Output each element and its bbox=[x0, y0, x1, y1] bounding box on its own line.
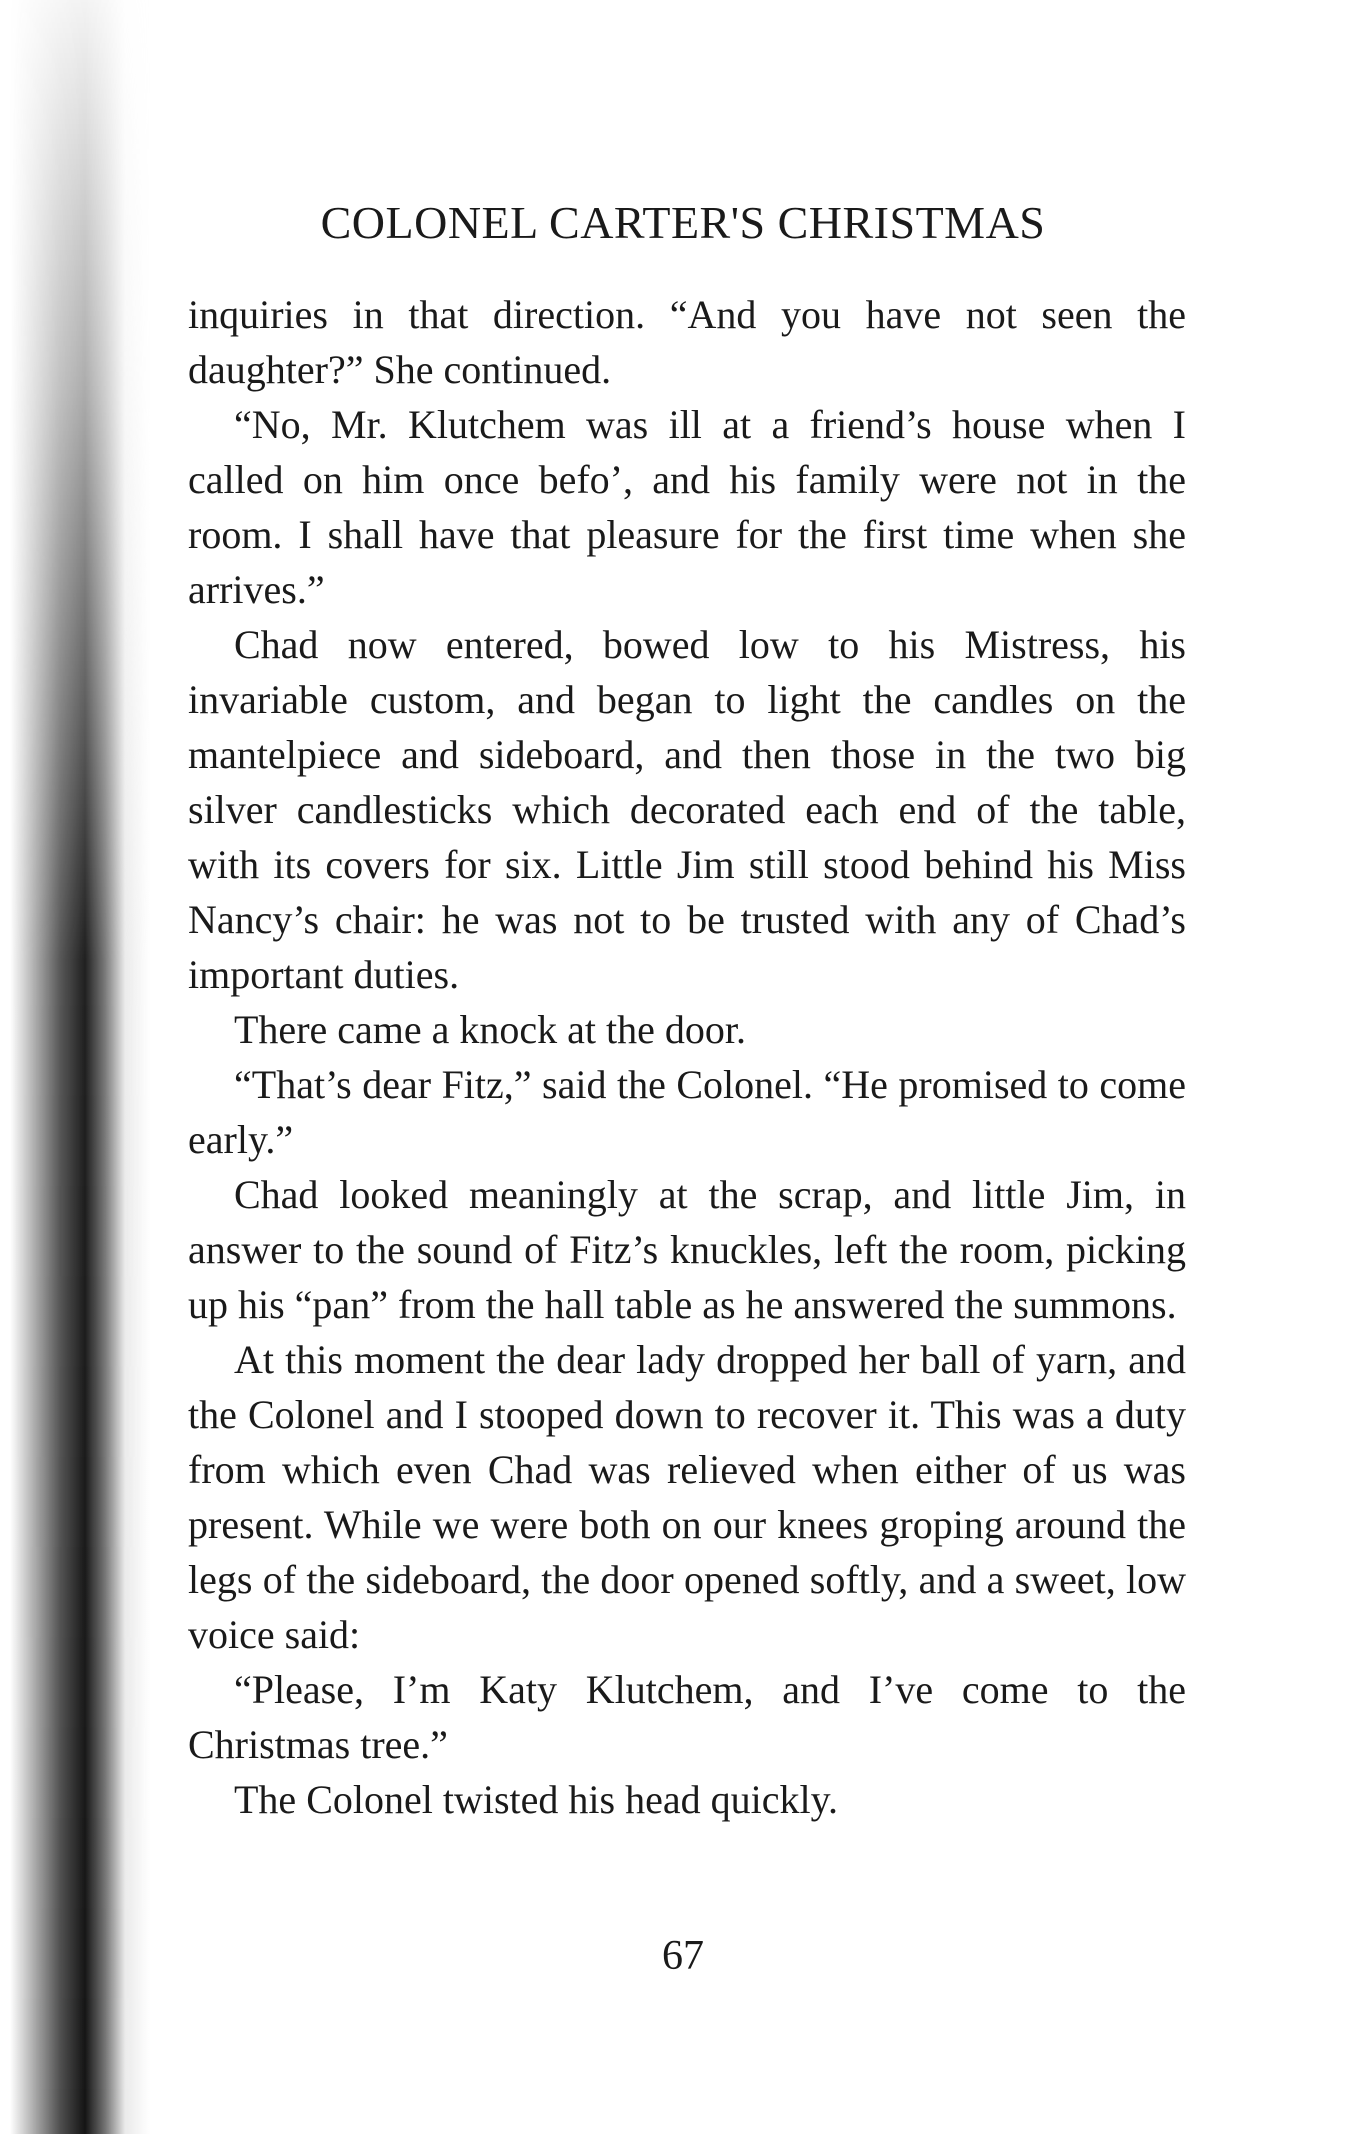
paragraph: “No, Mr. Klutchem was ill at a friend’s house when I called on him once befo’, and his family were not in the room. I shall have that pleasure for the first time when she arrives.” bbox=[188, 402, 1186, 612]
paragraph: “Please, I’m Katy Klutchem, and I’ve come to the Christmas tree.” bbox=[188, 1667, 1186, 1767]
paragraph: There came a knock at the door. bbox=[234, 1007, 746, 1052]
page-number: 67 bbox=[662, 1933, 704, 1979]
body-text bbox=[188, 287, 1186, 1827]
paragraph: Chad looked meaningly at the scrap, and little Jim, in answer to the sound of Fitz’s knuckles, left the room, picking up his “pan” from the hall table as he answered the summons. bbox=[188, 1172, 1186, 1327]
paragraph: The Colonel twisted his head quickly. bbox=[234, 1777, 838, 1822]
binding-gutter-shadow bbox=[0, 0, 150, 2134]
paragraph: “That’s dear Fitz,” said the Colonel. “He promised to come early.” bbox=[188, 1062, 1186, 1162]
paragraph: At this moment the dear lady dropped her ball of yarn, and the Colonel and I stooped down to recover it. This was a duty from which even Chad was relieved when either of us was present. While we were both on our knees groping around the legs of the sideboard, the door opened softly, and a sweet, low voice said: bbox=[188, 1337, 1186, 1657]
running-head: COLONEL CARTER'S CHRISTMAS bbox=[320, 197, 1046, 248]
paragraph: Chad now entered, bowed low to his Mistress, his invariable custom, and began to light the candles on the mantelpiece and sideboard, and then those in the two big silver candlesticks which decorated each end of the table, with its covers for six. Little Jim still stood behind his Miss Nancy’s chair: he was not to be trusted with any of Chad’s important duties. bbox=[188, 622, 1186, 997]
paragraph: inquiries in that direction. “And you have not seen the daughter?” She continued. bbox=[188, 292, 1186, 392]
